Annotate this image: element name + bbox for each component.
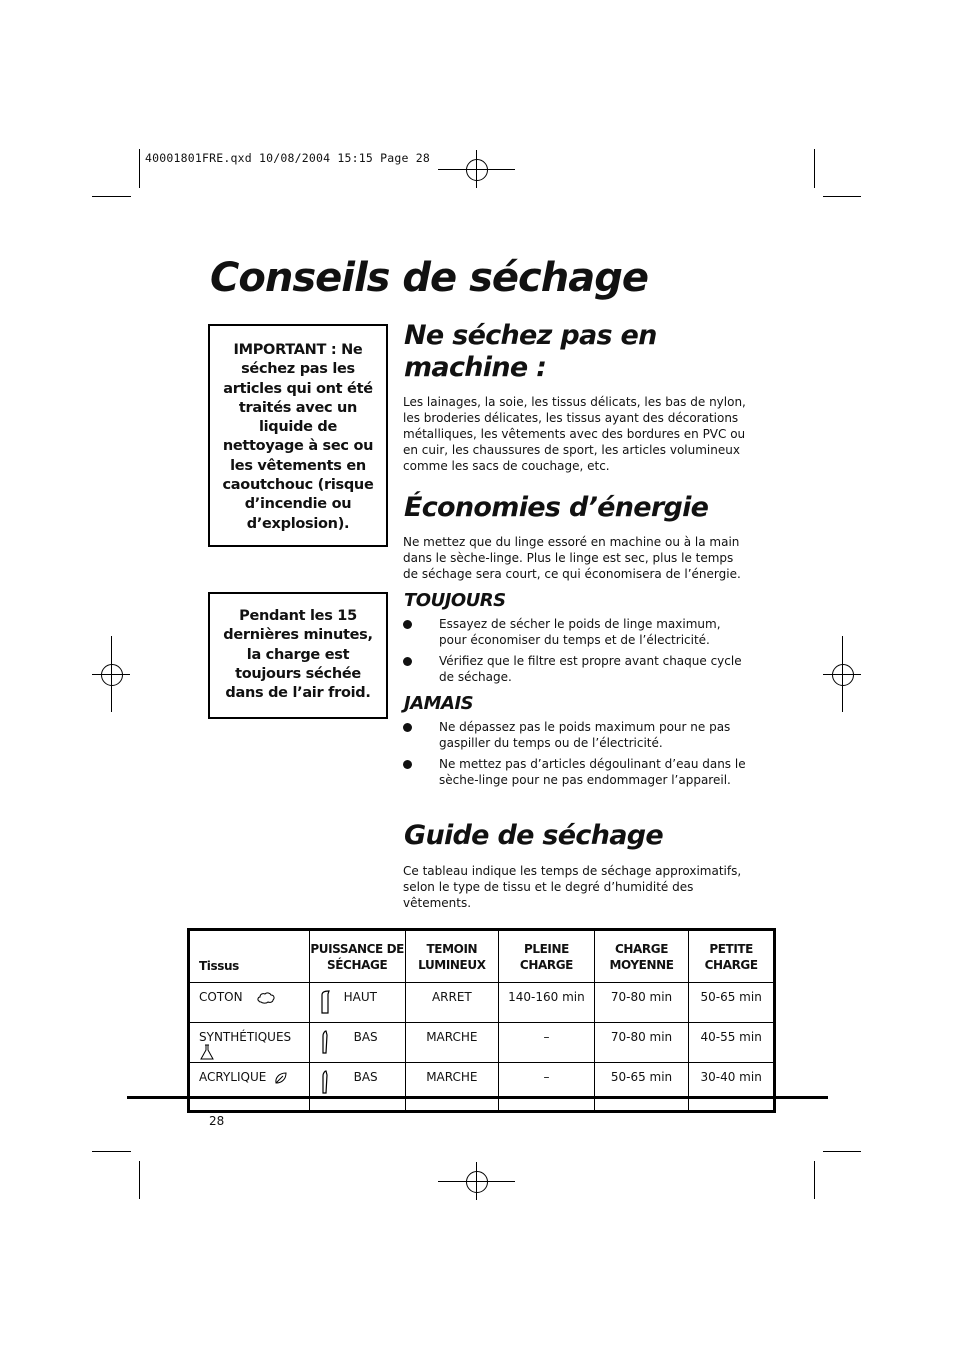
list-item: Ne dépassez pas le poids maximum pour ne pas gaspiller du temps ou de l’électricité.: [403, 719, 748, 751]
list-item: Essayez de sécher le poids de linge maximum, pour économiser du temps et de l’électricité.: [403, 616, 748, 648]
energy-heading: Économies d’énergie: [404, 492, 709, 523]
small-load-cell: 40-55 min: [689, 1023, 775, 1063]
acrylic-icon: [274, 1071, 288, 1085]
no-machine-heading-line1: Ne séchez pas en: [404, 320, 657, 351]
power-cell: BAS: [309, 1063, 405, 1112]
col-header-tissus: Tissus: [189, 930, 310, 983]
cold-air-note-box: [208, 592, 388, 719]
col-header-temoin: TEMOIN LUMINEUX: [405, 930, 499, 983]
guide-text: Ce tableau indique les temps de séchage approximatifs, selon le type de tissu et le degré d’humidité des vêtements.: [403, 864, 742, 910]
lamp-cell: MARCHE: [405, 1063, 499, 1112]
small-load-cell: 50-65 min: [689, 983, 775, 1023]
fabric-cell: COTON: [189, 983, 310, 1023]
file-slug: 40001801FRE.qxd 10/08/2004 15:15 Page 28: [145, 151, 430, 165]
small-load-cell: 30-40 min: [689, 1063, 775, 1112]
page-title: Conseils de séchage: [210, 255, 648, 301]
no-machine-text: Les lainages, la soie, les tissus délicats, les bas de nylon, les broderies délicates, les tissus ayant des décorations métalliques, les vêtements avec des bordures en PVC ou en cuir, les chaussures de sport, les articles volumineux comme les sacs de couchage, etc.: [403, 395, 746, 473]
bullet-icon: [403, 657, 412, 666]
bullet-icon: [403, 760, 412, 769]
table-row: [189, 1023, 775, 1063]
table-header-row: [189, 930, 775, 983]
guide-heading: Guide de séchage: [404, 820, 663, 851]
always-heading: TOUJOURS: [404, 590, 506, 611]
heat-high-icon: [320, 990, 332, 1014]
table-row: [189, 983, 775, 1023]
full-load-cell: –: [499, 1063, 595, 1112]
no-machine-heading: [404, 320, 657, 384]
important-warning-box: [208, 324, 388, 547]
medium-load-cell: 50-65 min: [594, 1063, 689, 1112]
energy-text: Ne mettez que du linge essoré en machine ou à la main dans le sèche-linge. Plus le linge est sec, plus le temps de séchage sera court, ce qui économisera de l’énergie.: [403, 535, 741, 581]
drying-guide-table: [187, 928, 776, 1113]
heat-low-icon: [320, 1070, 332, 1094]
power-cell: BAS: [309, 1023, 405, 1063]
medium-load-cell: 70-80 min: [594, 1023, 689, 1063]
col-header-moyenne: CHARGE MOYENNE: [594, 930, 689, 983]
power-cell: HAUT: [309, 983, 405, 1023]
list-item: Ne mettez pas d’articles dégoulinant d’eau dans le sèche-linge pour ne pas endommager l’appareil.: [403, 756, 748, 788]
full-load-cell: 140-160 min: [499, 983, 595, 1023]
bullet-icon: [403, 723, 412, 732]
lamp-cell: MARCHE: [405, 1023, 499, 1063]
synthetic-icon: [200, 1044, 214, 1060]
always-list: [403, 616, 748, 690]
list-item: Vérifiez que le filtre est propre avant chaque cycle de séchage.: [403, 653, 748, 685]
important-warning-text: IMPORTANT : Ne séchez pas les articles qui ont été traités avec un liquide de nettoyage à sec ou les vêtements en caoutchouc (risque d’incendie ou d’explosion).: [222, 342, 374, 532]
cold-air-note-text: Pendant les 15 dernières minutes, la charge est toujours séchée dans de l’air froid.: [223, 608, 373, 702]
medium-load-cell: 70-80 min: [594, 983, 689, 1023]
lamp-cell: ARRET: [405, 983, 499, 1023]
page-number: 28: [209, 1114, 225, 1128]
table-row: [189, 1063, 775, 1112]
col-header-pleine: PLEINE CHARGE: [499, 930, 595, 983]
never-list: [403, 719, 748, 793]
cotton-icon: [256, 991, 276, 1005]
heat-low-icon: [320, 1030, 332, 1054]
fabric-cell: ACRYLIQUE: [189, 1063, 310, 1112]
bullet-icon: [403, 620, 412, 629]
fabric-cell: SYNTHÉTIQUES: [189, 1023, 310, 1063]
full-load-cell: –: [499, 1023, 595, 1063]
no-machine-heading-line2: machine :: [404, 352, 547, 383]
col-header-petite: PETITE CHARGE: [689, 930, 775, 983]
footer-rule: [127, 1096, 828, 1099]
never-heading: JAMAIS: [404, 693, 474, 714]
col-header-puissance: PUISSANCE DE SÉCHAGE: [309, 930, 405, 983]
